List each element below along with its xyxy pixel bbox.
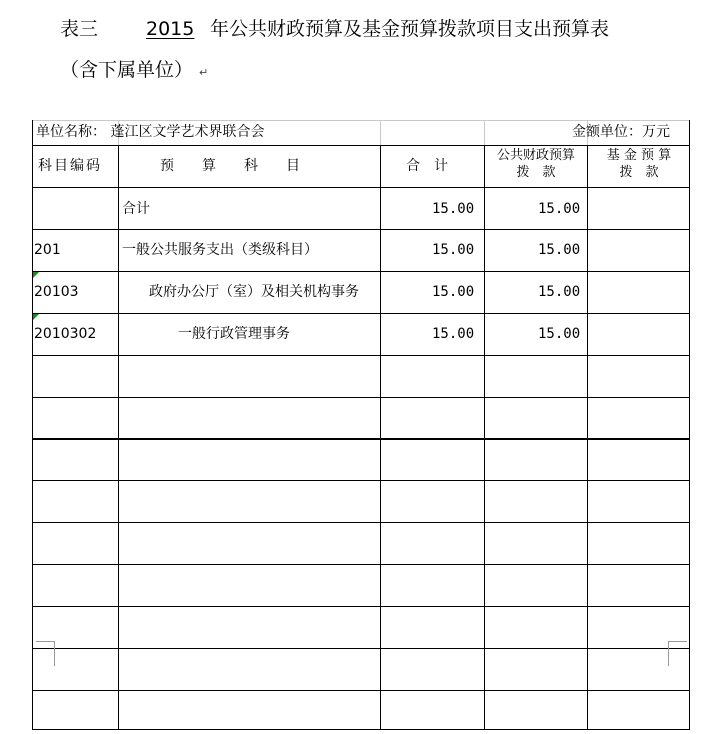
cell-note-icon (33, 314, 39, 320)
table-border (32, 120, 33, 730)
table-border (32, 480, 690, 481)
header-public-line2: 拨 款 (516, 165, 556, 180)
table-border (32, 438, 690, 440)
grid-line (484, 120, 485, 145)
table-label: 表三 (60, 18, 99, 40)
row-total: 15.00 (432, 242, 475, 258)
table-border (32, 187, 690, 188)
row-code: 20103 (34, 284, 79, 300)
row-subject: 一般公共服务支出（类级科目） (122, 242, 318, 258)
subtitle-text: （含下属单位） (60, 59, 194, 81)
grid-line (380, 120, 381, 145)
header-fund-line1: 基 金 预 算 (606, 148, 672, 163)
header-total: 合 计 (406, 158, 448, 174)
row-public: 15.00 (538, 326, 581, 342)
table-border (32, 355, 690, 356)
table-border (32, 145, 690, 146)
table-border (32, 564, 690, 565)
header-code: 科目编码 (38, 158, 102, 174)
table-border (32, 606, 690, 607)
cell-note-icon (33, 272, 39, 278)
header-subject: 预 算 科 目 (160, 158, 300, 174)
paragraph-mark-icon: ↵ (199, 66, 209, 79)
row-subject: 合计 (122, 201, 150, 217)
title-year: 2015 (146, 18, 195, 40)
row-code: 2010302 (34, 326, 97, 342)
amount-unit: 金额单位：万元 (572, 124, 670, 140)
budget-table (32, 120, 690, 730)
table-border (32, 397, 690, 398)
table-border (32, 271, 690, 272)
row-subject-clip (119, 280, 380, 304)
row-total: 15.00 (432, 201, 475, 217)
crop-mark-left (36, 641, 55, 666)
header-public-line1: 公共财政预算 (496, 148, 575, 163)
table-border (32, 690, 690, 691)
row-public: 15.00 (538, 242, 581, 258)
document-subtitle (60, 55, 208, 85)
grid-line (32, 120, 690, 121)
header-fund-line2: 拨 款 (619, 165, 659, 180)
table-border (32, 729, 690, 730)
table-border (689, 120, 690, 730)
row-subject: 一般行政管理事务 (178, 326, 290, 342)
row-code: 201 (34, 242, 61, 258)
title-text: 年公共财政预算及基金预算拨款项目支出预算表 (210, 18, 610, 40)
row-total: 15.00 (432, 326, 475, 342)
document-title (0, 14, 718, 44)
row-total: 15.00 (432, 284, 475, 300)
row-subject: 政府办公厅（室）及相关机构事务 (149, 284, 359, 300)
table-border (32, 522, 690, 523)
table-border (32, 313, 690, 314)
unit-name: 单位名称： 蓬江区文学艺术界联合会 (36, 124, 265, 140)
row-public: 15.00 (538, 284, 581, 300)
row-public: 15.00 (538, 201, 581, 217)
crop-mark-right (668, 641, 687, 666)
table-border (32, 229, 690, 230)
table-border (32, 648, 690, 649)
